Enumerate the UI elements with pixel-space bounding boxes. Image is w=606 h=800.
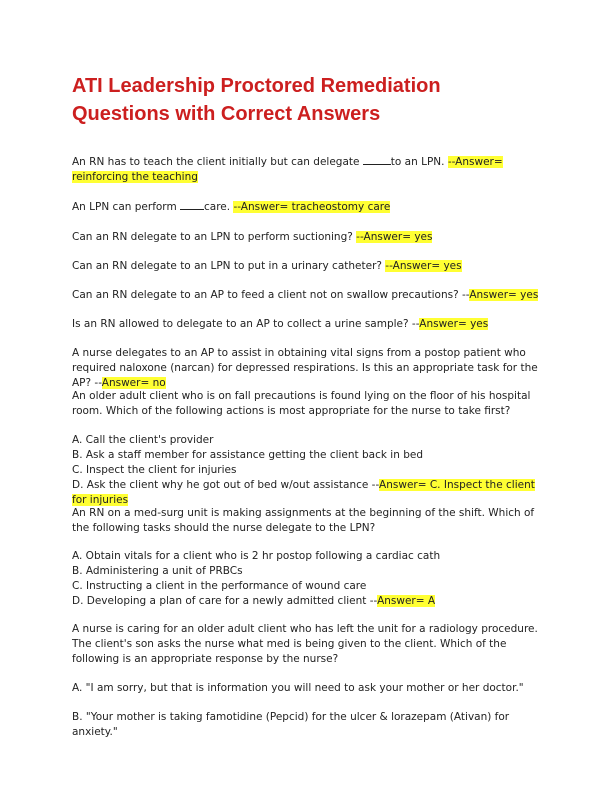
question-4 (72, 259, 542, 274)
answer-highlight: Answer= yes (419, 318, 489, 330)
question-5-text: Can an RN delegate to an AP to feed a client not on swallow precautions? -- (72, 289, 470, 301)
question-9-options (72, 549, 542, 609)
question-2-text-start: An LPN can perform (72, 201, 181, 213)
question-5 (72, 288, 542, 303)
answer-highlight: Answer= A (377, 595, 436, 607)
question-8 (72, 389, 542, 419)
question-3 (72, 230, 542, 245)
option-c: C. Instructing a client in the performance of wound care (72, 580, 367, 592)
question-1-text-start: An RN has to teach the client initially but can delegate (72, 156, 363, 168)
answer-highlight: --Answer= yes (356, 231, 433, 243)
document-title: ATI Leadership Proctored Remediation Questions with Correct Answers (72, 75, 441, 125)
blank-line (180, 200, 204, 210)
question-9 (72, 506, 542, 536)
answer-highlight: --Answer= reinforcing the teaching (72, 156, 503, 183)
question-7-text: A nurse delegates to an AP to assist in obtaining vital signs from a postop patient who required naloxone (narcan) for depressed respirations. Is this an appropriate task for the AP? -- (72, 347, 538, 389)
answer-highlight: Answer= yes (469, 289, 539, 301)
option-d: D. Ask the client why he got out of bed w/out assistance --Answer= C. Inspect the client for injuries (72, 479, 535, 506)
option-c: C. Inspect the client for injuries (72, 464, 237, 476)
question-6-text: Is an RN allowed to delegate to an AP to collect a urine sample? -- (72, 318, 420, 330)
question-3-text: Can an RN delegate to an LPN to perform suctioning? (72, 231, 357, 243)
question-10-text: A nurse is caring for an older adult client who has left the unit for a radiology procedure. The client's son asks the nurse what med is being given to the client. Which of the following is an appropriate response by the nurse? (72, 623, 538, 665)
question-8-options (72, 433, 542, 508)
question-10-option-b: B. "Your mother is taking famotidine (Pepcid) for the ulcer & lorazepam (Ativan) for anxiety." (72, 711, 510, 738)
question-9-text: An RN on a med-surg unit is making assignments at the beginning of the shift. Which of the following tasks should the nurse delegate to the LPN? (72, 507, 535, 534)
question-8-text: An older adult client who is on fall precautions is found lying on the floor of his hospital room. Which of the following actions is most appropriate for the nurse to take first? (72, 390, 531, 417)
question-4-text: Can an RN delegate to an LPN to put in a urinary catheter? (72, 260, 386, 272)
question-1 (72, 155, 542, 185)
option-d: D. Developing a plan of care for a newly admitted client --Answer= A (72, 595, 436, 607)
option-b: B. Ask a staff member for assistance getting the client back in bed (72, 449, 423, 461)
question-6 (72, 317, 542, 332)
answer-highlight: Answer= no (101, 377, 166, 389)
question-2-text-end: care. (204, 201, 234, 213)
question-10-option-a: A. "I am sorry, but that is information you will need to ask your mother or her doctor." (72, 682, 524, 694)
answer-highlight: Answer= C. Inspect the client for injuries (72, 479, 535, 506)
answer-highlight: --Answer= tracheostomy care (233, 201, 391, 213)
question-7 (72, 346, 542, 391)
question-1-text-end: to an LPN. (390, 156, 448, 168)
answer-highlight: --Answer= yes (385, 260, 462, 272)
option-a: A. Call the client's provider (72, 434, 214, 446)
question-2 (72, 200, 542, 215)
option-b: B. Administering a unit of PRBCs (72, 565, 243, 577)
option-a: A. Obtain vitals for a client who is 2 hr postop following a cardiac cath (72, 550, 441, 562)
question-10 (72, 622, 542, 667)
blank-line (363, 155, 391, 165)
